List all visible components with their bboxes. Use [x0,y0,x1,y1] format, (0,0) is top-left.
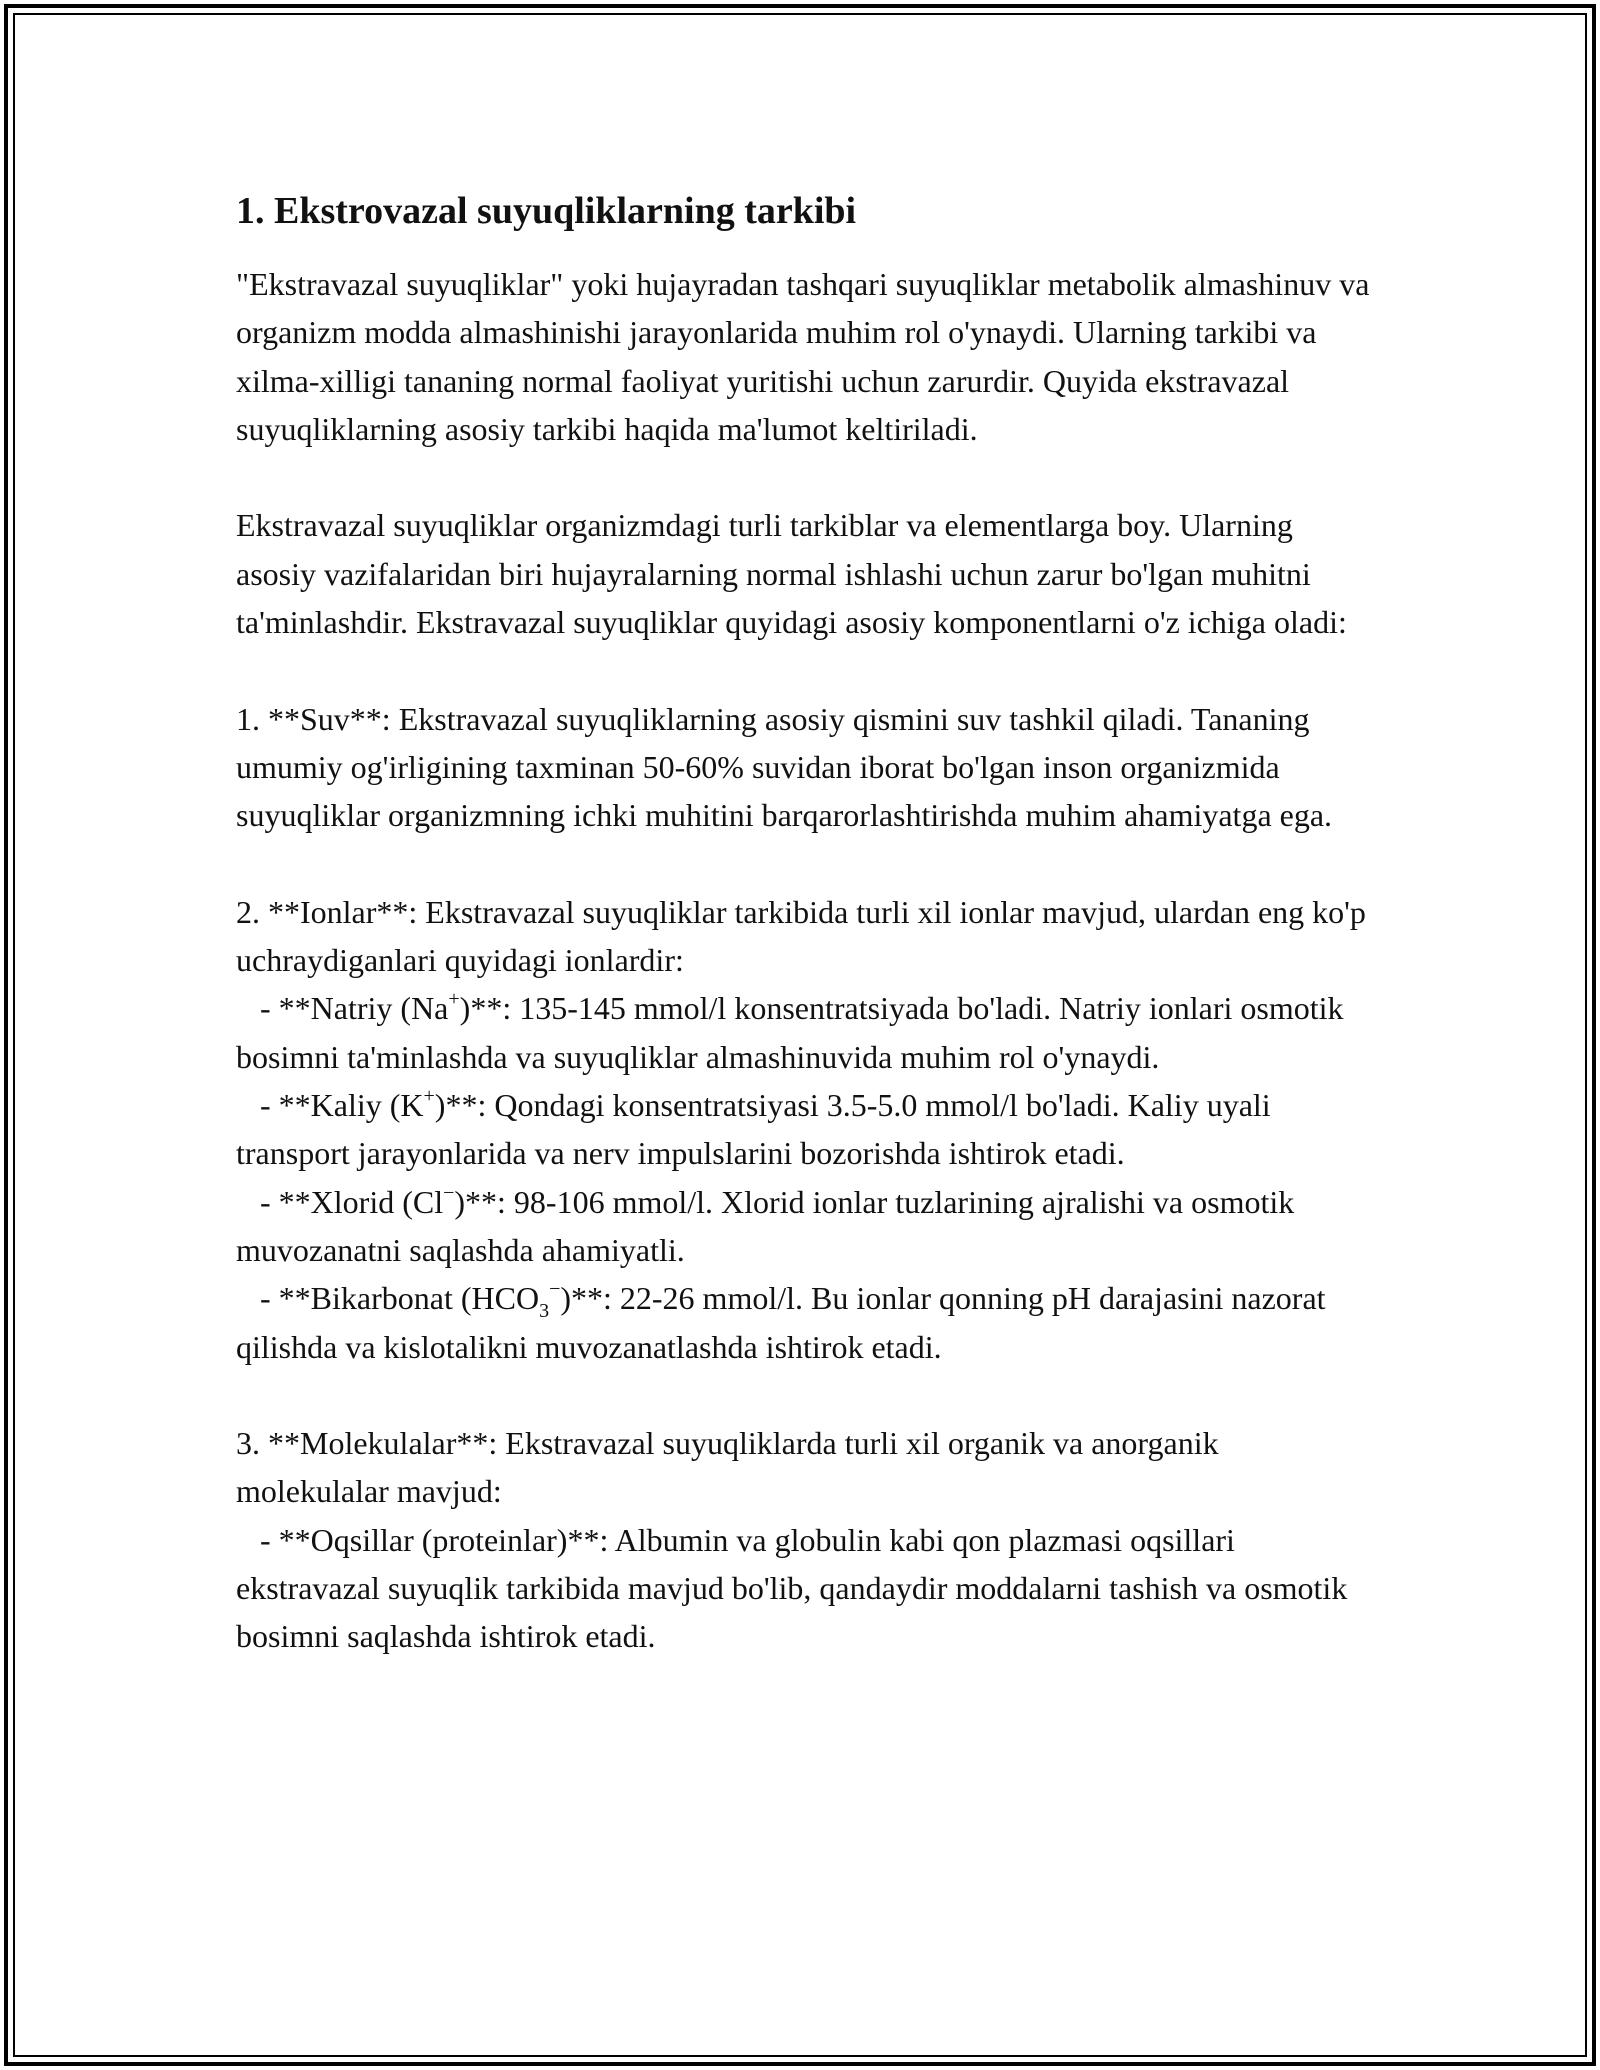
section-heading: 1. Ekstrovazal suyuqliklarning tarkibi [236,190,857,232]
paragraph-gap [236,453,1376,501]
chloride-charge: − [443,1181,455,1204]
second-paragraph: Ekstravazal suyuqliklar organizmdagi turli tarkiblar va elementlarga boy. Ularning asosiy vazifalaridan biri hujayralarning normal ishlashi uchun zarur bo'lgan muhitni ta'minlashdir. Ekstravazal suyuqliklar quyidagi asosiy komponentlarni o'z ichiga oladi: [236,507,1347,641]
bicarbonate-prefix: - **Bikarbonat (HCO [236,1280,540,1317]
document-body [236,188,1376,1661]
chloride-text: )**: 98-106 mmol/l. Xlorid ionlar tuzlarining ajralishi va osmotik muvozanatni saqlashda ahamiyatli. [236,1183,1303,1268]
sub-item-proteins: - **Oqsillar (proteinlar)**: Albumin va globulin kabi qon plazmasi oqsillari ekstravazal suyuqlik tarkibida mavjud bo'lib, qandaydir moddalarni tashish va osmotik bosimni saqlashda ishtirok etadi. [236,1521,1356,1655]
potassium-prefix: - **Kaliy (K [236,1087,424,1124]
list-item-molecules: 3. **Molekulalar**: Ekstravazal suyuqliklarda turli xil organik va anorganik molekulalar mavjud: [236,1425,1227,1510]
paragraph-gap [236,840,1376,888]
list-item-ions: 2. **Ionlar**: Ekstravazal suyuqliklar tarkibida turli xil ionlar mavjud, ulardan eng ko'p uchraydiganlari quyidagi ionlardir: [236,893,1374,979]
chloride-prefix: - **Xlorid (Cl [236,1183,444,1220]
paragraph-gap [236,646,1376,694]
bicarbonate-charge: − [549,1278,561,1301]
bicarbonate-text: )**: 22-26 mmol/l. Bu ionlar qonning pH darajasini nazorat qilishda va kislotalikni muvozanatlashda ishtirok etadi. [236,1280,1334,1365]
bicarbonate-subscript: 3 [539,1300,550,1323]
sub-item-potassium [236,1081,1376,1178]
intro-paragraph: "Ekstravazal suyuqliklar" yoki hujayradan tashqari suyuqliklar metabolik almashinuv va organizm modda almashinishi jarayonlarida muhim rol o'ynaydi. Ularning tarkibi va xilma-xilligi tananing normal faoliyat yuritishi uchun zarurdir. Quyida ekstravazal suyuqliklarning asosiy tarkibi haqida ma'lumot keltiriladi. [236,266,1378,447]
sub-item-chloride [236,1178,1376,1275]
paragraph-gap [236,1371,1376,1419]
sodium-charge: + [448,988,460,1011]
sodium-text: )**: 135-145 mmol/l konsentratsiyada bo'ladi. Natriy ionlari osmotik bosimni ta'minlashda va suyuqliklar almashinuvida muhim rol o'ynaydi. [236,990,1352,1075]
sodium-prefix: - **Natriy (Na [236,990,449,1027]
potassium-charge: + [423,1085,435,1108]
list-item-water: 1. **Suv**: Ekstravazal suyuqliklarning asosiy qismini suv tashkil qiladi. Tananing umumiy og'irligining taxminan 50-60% suvidan iborat bo'lgan inson organizmida suyuqliklar organizmning ichki muhitini barqarorlashtirishda muhim ahamiyatga ega. [236,700,1333,834]
sub-item-bicarbonate [236,1274,1376,1371]
sub-item-sodium [236,984,1376,1081]
potassium-text: )**: Qondagi konsentratsiyasi 3.5-5.0 mmol/l bo'ladi. Kaliy uyali transport jarayonlarida va nerv impulslarini bozorishda ishtirok etadi. [236,1087,1279,1172]
